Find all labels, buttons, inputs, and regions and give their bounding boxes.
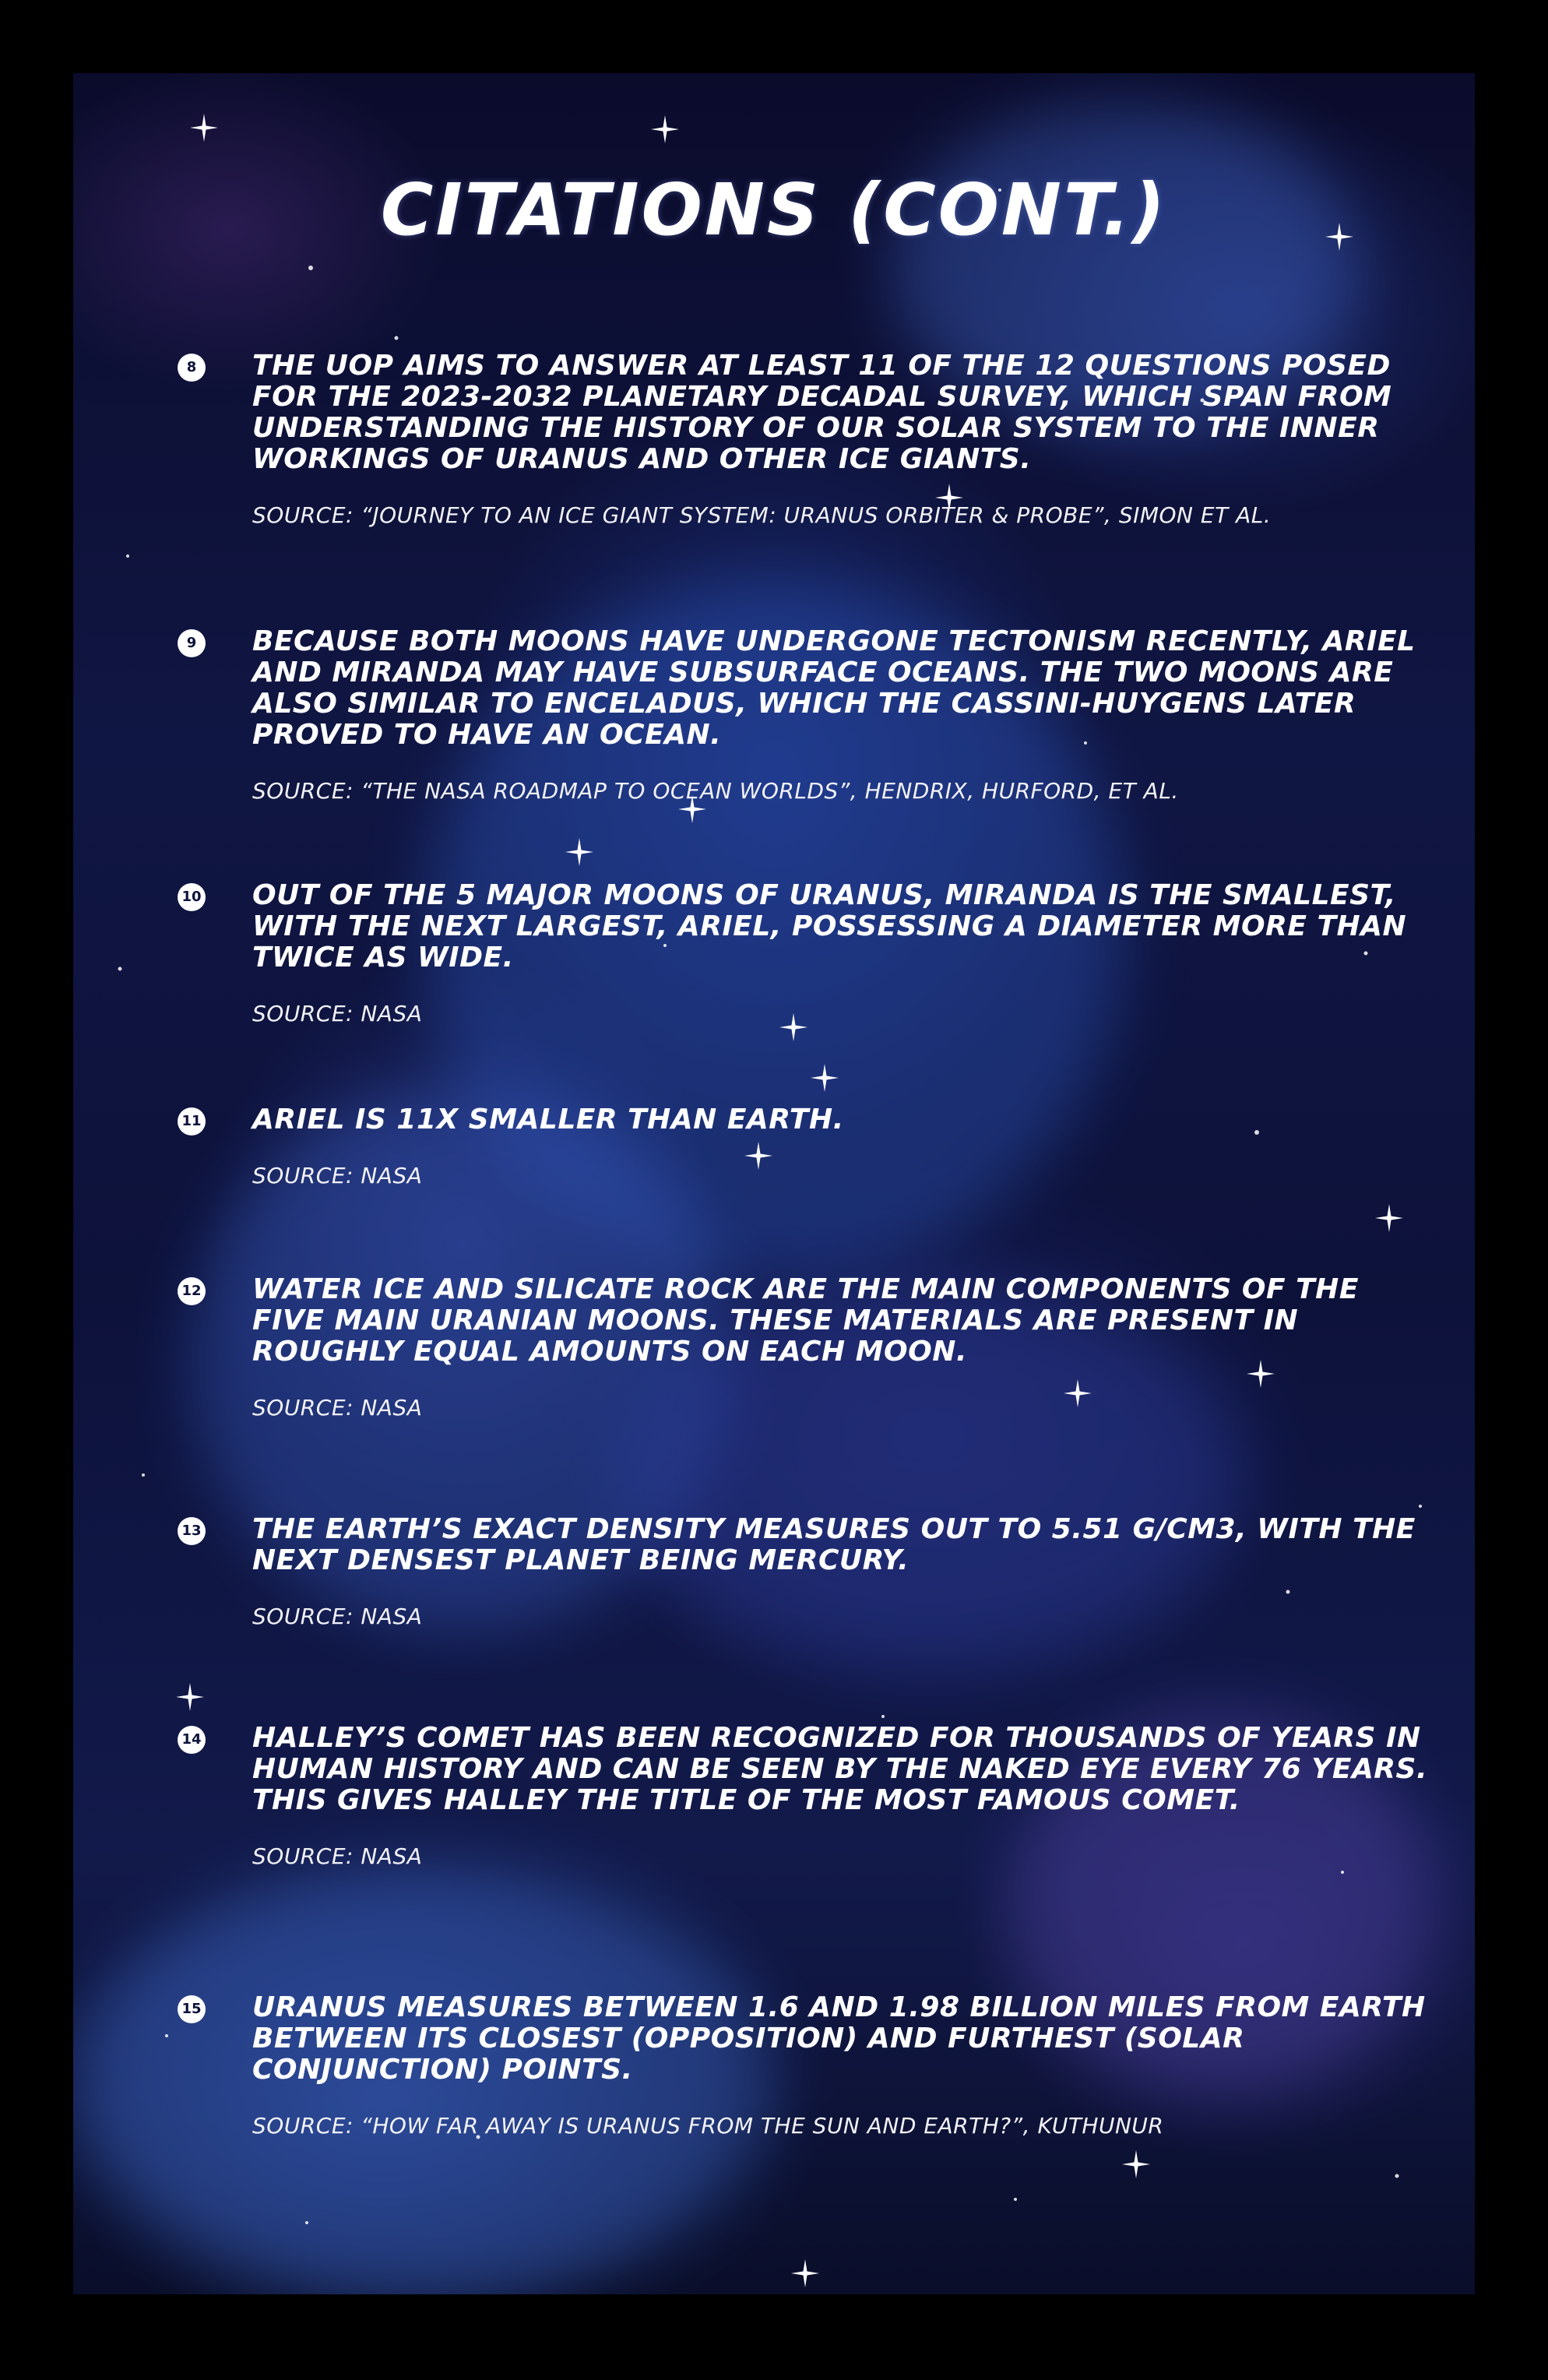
citation-text: HALLEY’S COMET HAS BEEN RECOGNIZED FOR THOUSANDS OF YEARS IN HUMAN HISTORY AND CAN BE SEEN BY THE NAKED EYE EVERY 76 YEARS. THIS GIVES HALLEY THE TITLE OF THE MOST FAMOUS COMET. bbox=[252, 1722, 1428, 1816]
citation-number: 8 bbox=[178, 354, 206, 382]
citation-text: OUT OF THE 5 MAJOR MOONS OF URANUS, MIRANDA IS THE SMALLEST, WITH THE NEXT LARGEST, ARIEL, POSSESSING A DIAMETER MORE THAN TWICE AS WIDE. bbox=[252, 879, 1407, 973]
citation-source: SOURCE: “JOURNEY TO AN ICE GIANT SYSTEM: URANUS ORBITER & PROBE”, SIMON ET AL. bbox=[252, 502, 1272, 528]
citation-text: URANUS MEASURES BETWEEN 1.6 AND 1.98 BILLION MILES FROM EARTH BETWEEN ITS CLOSEST (OPPOSITION) AND FURTHEST (SOLAR CONJUNCTION) POINTS. bbox=[252, 1991, 1426, 2086]
citation-item bbox=[178, 1104, 1439, 1190]
star-icon bbox=[190, 114, 218, 142]
star-icon bbox=[651, 115, 679, 143]
citation-text: WATER ICE AND SILICATE ROCK ARE THE MAIN COMPONENTS OF THE FIVE MAIN URANIAN MOONS. THESE MATERIALS ARE PRESENT IN ROUGHLY EQUAL AMOUNTS ON EACH MOON. bbox=[252, 1273, 1359, 1368]
star-icon bbox=[176, 1683, 204, 1711]
citation-number: 12 bbox=[178, 1277, 206, 1305]
citation-number: 11 bbox=[178, 1107, 206, 1135]
citation-number: 10 bbox=[178, 883, 206, 911]
citation-number: 13 bbox=[178, 1517, 206, 1545]
star-icon bbox=[1375, 1204, 1403, 1232]
citation-text: BECAUSE BOTH MOONS HAVE UNDERGONE TECTONISM RECENTLY, ARIEL AND MIRANDA MAY HAVE SUBSURFACE OCEANS. THE TWO MOONS ARE ALSO SIMILAR TO ENCELADUS, WHICH THE CASSINI-HUYGENS LATER PROVED TO HAVE AN OCEAN. bbox=[252, 625, 1416, 751]
citation-text: THE EARTH’S EXACT DENSITY MEASURES OUT TO 5.51 G/CM3, WITH THE NEXT DENSEST PLANET BEING MERCURY. bbox=[252, 1513, 1416, 1576]
comic-panel bbox=[73, 73, 1475, 2294]
citation-number: 9 bbox=[178, 629, 206, 657]
citation-number: 14 bbox=[178, 1726, 206, 1754]
citation-source: SOURCE: “HOW FAR AWAY IS URANUS FROM THE SUN AND EARTH?”, KUTHUNUR bbox=[252, 2113, 1164, 2139]
citation-item bbox=[178, 1723, 1439, 1871]
citation-source: SOURCE: NASA bbox=[252, 1001, 423, 1026]
citation-number: 15 bbox=[178, 1995, 206, 2023]
citation-item bbox=[178, 1514, 1439, 1631]
star-icon bbox=[1122, 2150, 1150, 2178]
citation-source: SOURCE: NASA bbox=[252, 1604, 423, 1629]
citation-item bbox=[178, 626, 1439, 805]
citation-item bbox=[178, 880, 1439, 1028]
citation-item bbox=[178, 1992, 1439, 2140]
citation-text: ARIEL IS 11X SMALLER THAN EARTH. bbox=[252, 1104, 844, 1135]
citation-item bbox=[178, 1274, 1439, 1422]
citation-source: SOURCE: NASA bbox=[252, 1163, 423, 1188]
citation-source: SOURCE: NASA bbox=[252, 1843, 423, 1869]
citation-text: THE UOP AIMS TO ANSWER AT LEAST 11 OF THE 12 QUESTIONS POSED FOR THE 2023-2032 PLANETARY DECADAL SURVEY, WHICH SPAN FROM UNDERSTANDING THE HISTORY OF OUR SOLAR SYSTEM TO THE INNER WORKINGS OF URANUS AND OTHER ICE GIANTS. bbox=[252, 350, 1392, 475]
citation-source: SOURCE: NASA bbox=[252, 1395, 423, 1421]
citation-item bbox=[178, 350, 1439, 530]
star-icon bbox=[791, 2259, 819, 2287]
page-title: CITATIONS (CONT.) bbox=[380, 168, 1168, 252]
star-icon bbox=[811, 1064, 839, 1092]
star-icon bbox=[565, 838, 593, 866]
citation-source: SOURCE: “THE NASA ROADMAP TO OCEAN WORLDS”, HENDRIX, HURFORD, ET AL. bbox=[252, 778, 1179, 804]
